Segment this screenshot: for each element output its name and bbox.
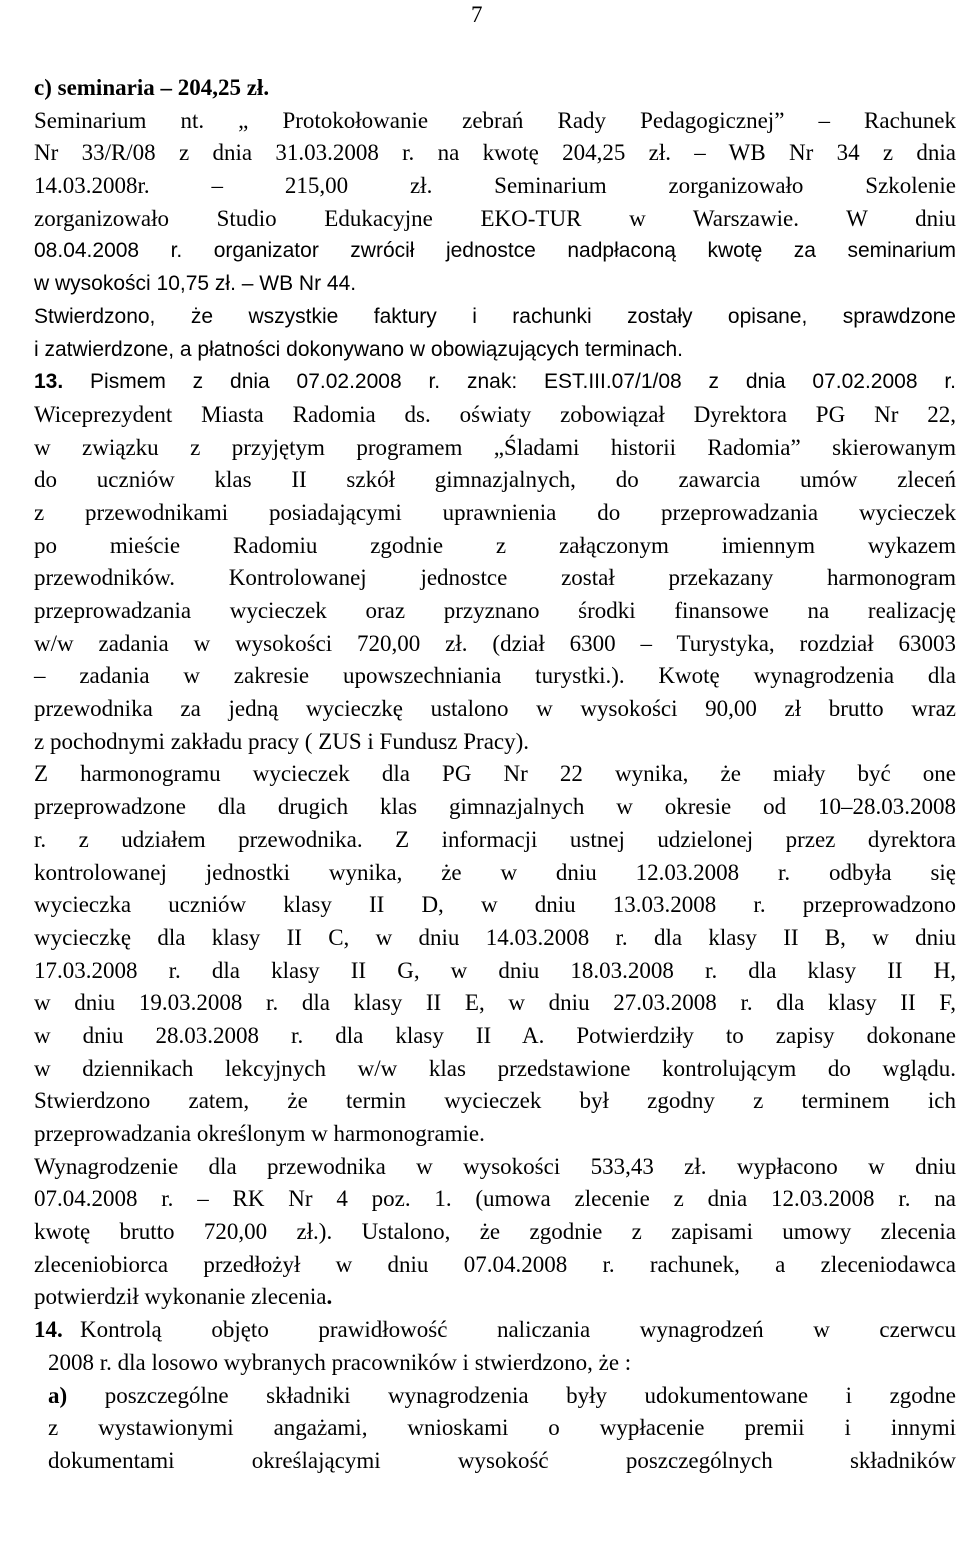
page-number: 7 — [471, 2, 483, 27]
paragraph-line: wycieczkę dla klasy II C, w dniu 14.03.2008 r. dla klasy II B, w dniu — [34, 924, 956, 950]
paragraph-line: w związku z przyjętym programem „Śladami historii Radomia” skierowanym — [34, 434, 956, 460]
paragraph-line: przewodnika za jedną wycieczkę ustalono w wysokości 90,00 zł brutto wraz — [34, 696, 956, 722]
paragraph-line: i zatwierdzone, a płatności dokonywano w obowiązujących terminach. — [34, 337, 684, 361]
paragraph-line: 14.03.2008r. – 215,00 zł. Seminarium zorganizowało Szkolenie — [34, 173, 956, 199]
paragraph-line: kontrolowanej jednostki wynika, że w dniu 12.03.2008 r. odbyła się — [34, 859, 956, 885]
paragraph-line: z wystawionymi angażami, wnioskami o wypłacenie premii i innymi — [48, 1415, 956, 1441]
item-14-number: 14. — [34, 1317, 63, 1343]
item-14-heading: 14. Kontrolą objęto prawidłowość naliczania wynagrodzeń w czerwcu — [34, 1314, 956, 1347]
paragraph-line: w/w zadania w wysokości 720,00 zł. (dział 6300 – Turystyka, rozdział 63003 — [34, 630, 956, 656]
paragraph-line: w dziennikach lekcyjnych w/w klas przedstawione kontrolującym do wglądu. — [34, 1055, 956, 1081]
paragraph-line: z pochodnymi zakładu pracy ( ZUS i Fundusz Pracy). — [34, 728, 530, 754]
paragraph-line: 08.04.2008 r. organizator zwrócił jednostce nadpłaconą kwotę za seminarium — [34, 239, 956, 263]
paragraph-line: Z harmonogramu wycieczek dla PG Nr 22 wynika, że miały być one — [34, 761, 956, 787]
sub-item-a: a) poszczególne składniki wynagrodzenia były udokumentowane i zgodne — [48, 1382, 956, 1408]
paragraph-line: zleceniobiorca przedłożył w dniu 07.04.2008 r. rachunek, a zleceniodawca — [34, 1251, 956, 1277]
paragraph-line: potwierdził wykonanie zlecenia. — [34, 1284, 333, 1310]
paragraph-line: po mieście Radomiu zgodnie z załączonym imiennym wykazem — [34, 532, 956, 558]
item-13-heading: 13. Pismem z dnia 07.02.2008 r. znak: EST.III.07/1/08 z dnia 07.02.2008 r. — [34, 370, 956, 394]
paragraph-line: 07.04.2008 r. – RK Nr 4 poz. 1. (umowa zlecenie z dnia 12.03.2008 r. na — [34, 1186, 956, 1212]
paragraph-line: z przewodnikami posiadającymi uprawnienia do przeprowadzania wycieczek — [34, 499, 956, 525]
paragraph-line: Wynagrodzenie dla przewodnika w wysokości 533,43 zł. wypłacono w dniu — [34, 1153, 956, 1179]
paragraph-line: przewodników. Kontrolowanej jednostce został przekazany harmonogram — [34, 565, 956, 591]
paragraph-line: zorganizowało Studio Edukacyjne EKO-TUR w Warszawie. W dniu — [34, 205, 956, 231]
paragraph-line: do uczniów klas II szkół gimnazjalnych, do zawarcia umów zleceń — [34, 467, 956, 493]
paragraph-line: kwotę brutto 720,00 zł.). Ustalono, że zgodnie z zapisami umowy zlecenia — [34, 1219, 956, 1245]
paragraph-line: w wysokości 10,75 zł. – WB Nr 44. — [34, 272, 357, 296]
paragraph-line: wycieczka uczniów klasy II D, w dniu 13.03.2008 r. przeprowadzono — [34, 892, 956, 918]
document-body — [34, 72, 956, 1478]
item-13-number: 13. — [34, 370, 64, 394]
paragraph-line: Nr 33/R/08 z dnia 31.03.2008 r. na kwotę 204,25 zł. – WB Nr 34 z dnia — [34, 140, 956, 166]
paragraph-line: przeprowadzania określonym w harmonogramie. — [34, 1121, 485, 1146]
paragraph-line: Stwierdzono, że wszystkie faktury i rachunki zostały opisane, sprawdzone — [34, 304, 956, 328]
paragraph-line: 17.03.2008 r. dla klasy II G, w dniu 18.03.2008 r. dla klasy II H, — [34, 957, 956, 983]
sub-item-a-label: a) — [48, 1382, 68, 1408]
paragraph-line: Stwierdzono zatem, że termin wycieczek był zgodny z terminem ich — [34, 1088, 956, 1114]
paragraph-line: Seminarium nt. „ Protokołowanie zebrań Rady Pedagogicznej” – Rachunek — [34, 107, 956, 133]
section-c-heading: c) seminaria – 204,25 zł. — [34, 75, 270, 100]
paragraph-line: 2008 r. dla losowo wybranych pracowników i stwierdzono, że : — [48, 1349, 632, 1375]
paragraph-line: – zadania w zakresie upowszechniania turystki.). Kwotę wynagrodzenia dla — [34, 663, 956, 689]
paragraph-line: przeprowadzone dla drugich klas gimnazjalnych w okresie od 10–28.03.2008 — [34, 794, 956, 820]
paragraph-line: Wiceprezydent Miasta Radomia ds. oświaty zobowiązał Dyrektora PG Nr 22, — [34, 401, 956, 427]
paragraph-line: dokumentami określającymi wysokość poszczególnych składników — [48, 1447, 956, 1473]
paragraph-line: przeprowadzania wycieczek oraz przyznano środki finansowe na realizację — [34, 598, 956, 623]
paragraph-line: w dniu 28.03.2008 r. dla klasy II A. Potwierdziły to zapisy dokonane — [34, 1022, 956, 1048]
paragraph-line: w dniu 19.03.2008 r. dla klasy II E, w dniu 27.03.2008 r. dla klasy II F, — [34, 990, 956, 1016]
paragraph-line: r. z udziałem przewodnika. Z informacji ustnej udzielonej przez dyrektora — [34, 826, 956, 852]
